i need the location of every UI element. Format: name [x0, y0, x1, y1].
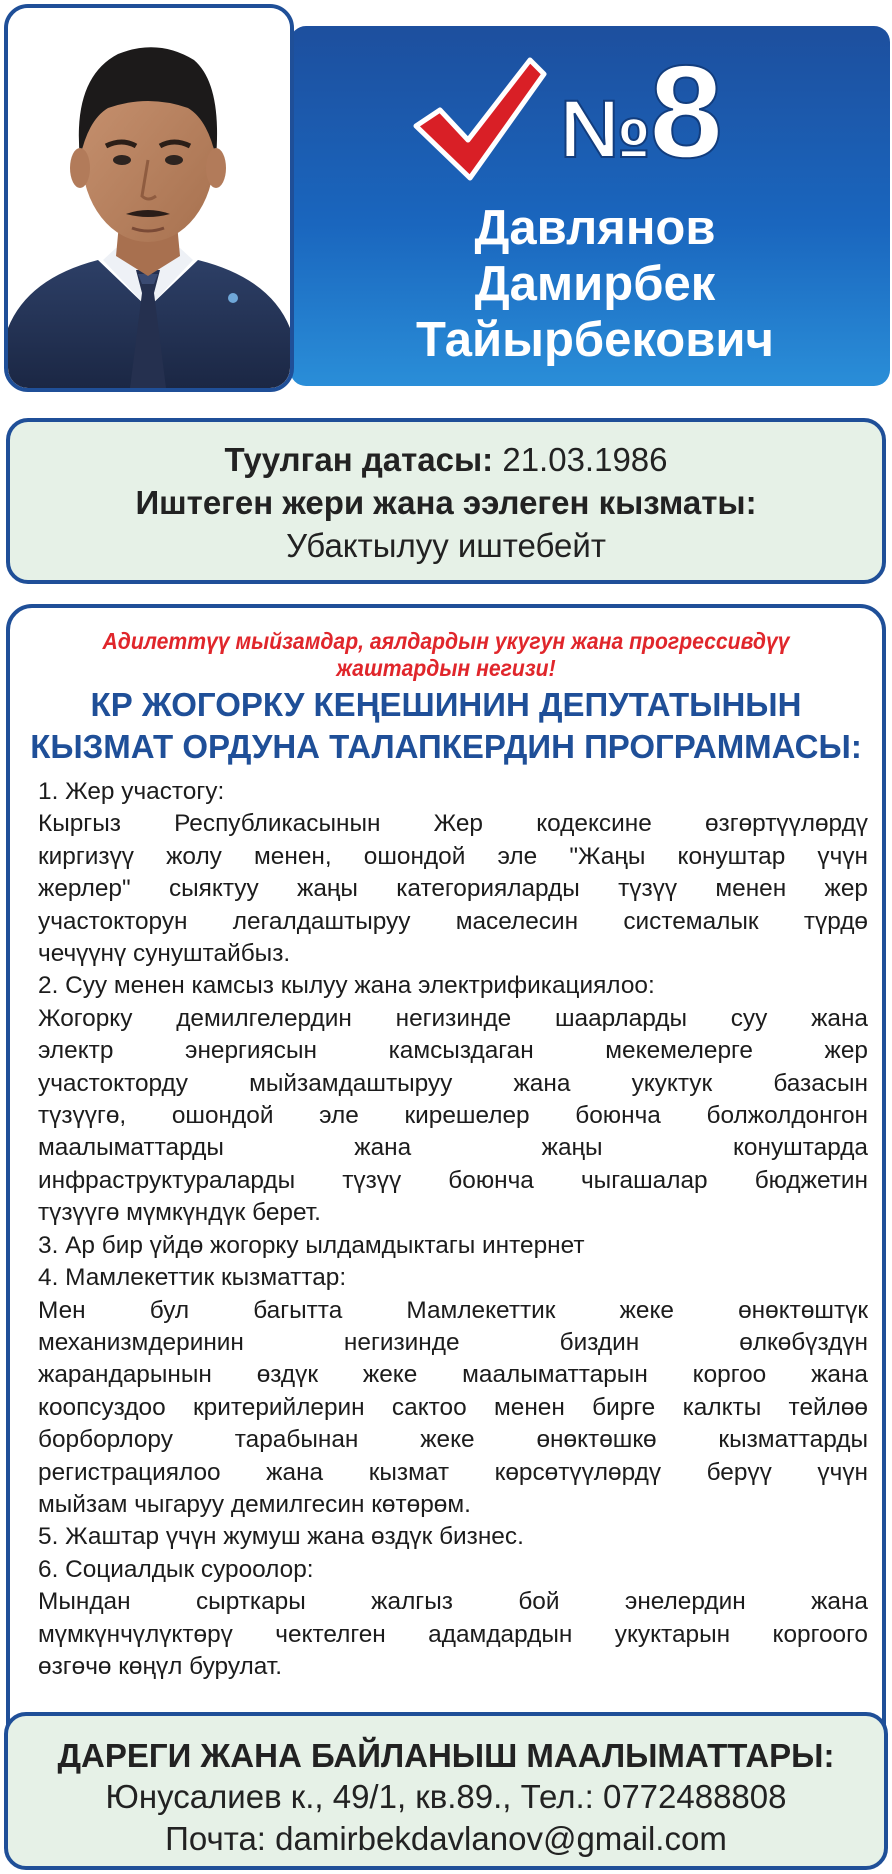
program-title-line: КЫЗМАТ ОРДУНА ТАЛАПКЕРДИН ПРОГРАММАСЫ:: [30, 728, 862, 765]
program-text-line: жерлер" сыяктуу жаңы категорияларды түзүү менен жер: [38, 875, 868, 903]
program-text-line: участокторун легалдаштыруу маселесин системалык түрдө: [38, 907, 868, 935]
candidate-photo: [4, 4, 294, 392]
program-box: [6, 604, 886, 1870]
number-value: 8: [649, 38, 723, 185]
name-line-surname: Давлянов: [474, 201, 716, 255]
birth-date-label: Туулган датасы:: [224, 441, 494, 478]
program-text-line: борборлору тарабынан жеке өнөктөшкө кызматтарды: [38, 1426, 868, 1454]
program-text-line: механизмдеринин негизинде биздин өлкөбүздүн: [38, 1328, 868, 1356]
program-section-heading: 4. Мамлекеттик кызматтар:: [38, 1264, 347, 1292]
name-line-patronymic: Тайырбекович: [416, 313, 774, 367]
program-text-line: Мен бул багытта Мамлекеттик жеке өнөктөштүк: [38, 1296, 868, 1324]
program-text-line: маалыматтарды жана жаңы конуштарда: [38, 1134, 868, 1162]
program-text-line: түзүүгө мүмкүндүк берет.: [38, 1199, 321, 1227]
program-title: [10, 684, 882, 768]
program-text-line: регистрациялоо жана кызмат көрсөтүүлөрдү берүү үчүн: [38, 1458, 868, 1486]
checkmark-icon: [410, 54, 550, 184]
personal-info-box: [6, 418, 886, 584]
program-text-line: түзүүгө, ошондой эле кирешелер боюнча болжолдонгон: [38, 1102, 868, 1130]
program-text-line: инфраструктураларды түзүү боюнча чыгашалар бюджетин: [38, 1166, 868, 1194]
program-text-line: мүмкүнчүлүктөрү чектелген адамдардын укуктарын коргоого: [38, 1620, 868, 1648]
work-value: Убактылуу иштебейт: [286, 527, 606, 564]
candidate-name: [300, 200, 890, 368]
birth-date-value: 21.03.1986: [502, 441, 668, 478]
ballot-number: [560, 38, 723, 185]
contacts-address: Юнусалиев к., 49/1, кв.89., Тел.: 0772488808: [105, 1778, 787, 1815]
program-text-line: Жогорку демилгелердин негизинде шаарларды суу жана: [38, 1004, 868, 1032]
program-section-heading: 3. Ар бир үйдө жогорку ылдамдыктагы интернет: [38, 1231, 585, 1259]
contacts-box: [4, 1712, 888, 1870]
number-sign: №: [560, 84, 650, 175]
birth-date-row: [10, 438, 882, 481]
program-title-line: КР ЖОГОРКУ КЕҢЕШИНИН ДЕПУТАТЫНЫН: [90, 686, 802, 723]
program-text-line: электр энергиясын камсыздаган мекемелерге жер: [38, 1037, 868, 1065]
program-text-line: чечүүнү сунуштайбыз.: [38, 940, 291, 968]
program-text-line: Мындан сырткары жалгыз бой энелердин жана: [38, 1588, 868, 1616]
work-label: Иштеген жери жана ээлеген кызматы:: [135, 484, 757, 521]
program-text-line: өзгөчө көңүл бурулат.: [38, 1652, 282, 1680]
program-section-heading: 2. Суу менен камсыз кылуу жана электрификациялоо:: [38, 972, 655, 1000]
name-line-given: Дамирбек: [474, 257, 716, 311]
program-section-heading: 6. Социалдык суроолор:: [38, 1555, 314, 1583]
program-text-line: коопсуздоо критерийлерин сактоо менен бирге калкты тейлөө: [38, 1393, 868, 1421]
program-text-line: мыйзам чыгаруу демилгесин көтөрөм.: [38, 1490, 471, 1518]
slogan: Адилеттүү мыйзамдар, аялдардын укугун жана прогрессивдүү жаштардын негизи!: [102, 628, 790, 681]
program-text-line: киргизүү жолу менен, ошондой эле "Жаңы конуштар үчүн: [38, 842, 868, 870]
contacts-title: ДАРЕГИ ЖАНА БАЙЛАНЫШ МААЛЫМАТТАРЫ:: [57, 1737, 835, 1774]
contacts-email: Почта: damirbekdavlanov@gmail.com: [165, 1820, 727, 1857]
program-text-line: жарандарынын өздүк жеке маалыматтарын коргоо жана: [38, 1361, 868, 1389]
program-section-heading: 1. Жер участогу:: [38, 778, 225, 805]
program-text-line: Кыргыз Республикасынын Жер кодексине өзгөртүүлөрдү: [38, 810, 868, 838]
program-section-heading: 5. Жаштар үчүн жумуш жана өздүк бизнес.: [38, 1523, 524, 1551]
program-body: [38, 776, 868, 1683]
program-text-line: участокторду мыйзамдаштыруу жана укуктук базасын: [38, 1069, 868, 1097]
